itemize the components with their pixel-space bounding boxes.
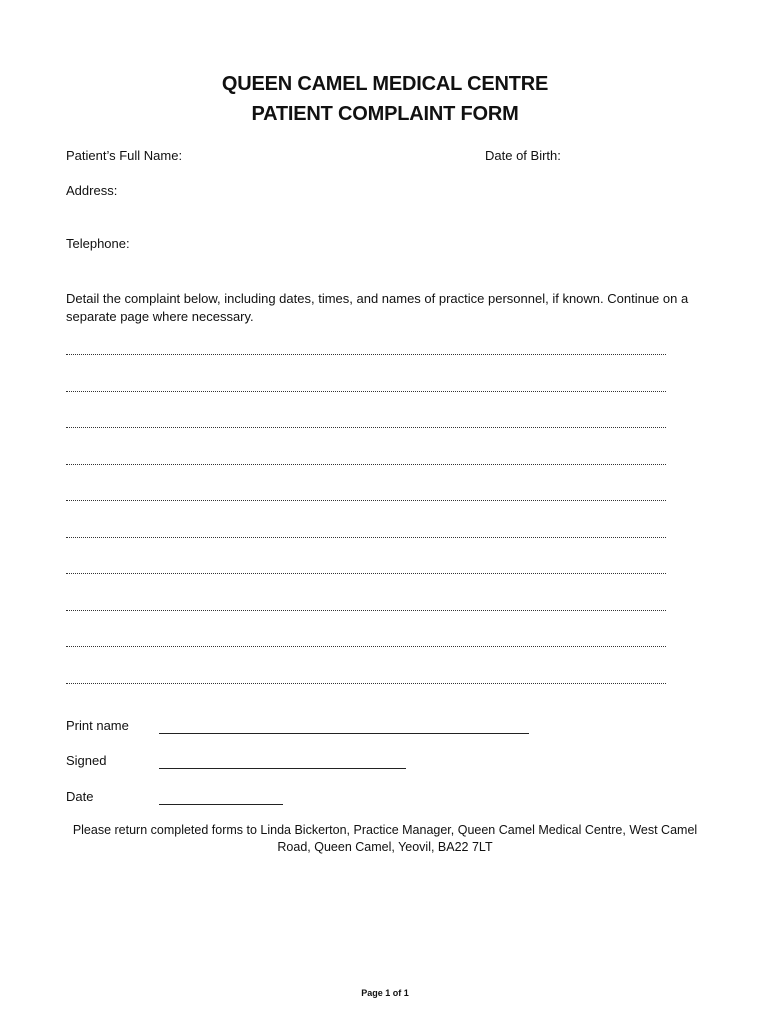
complaint-line[interactable]: [66, 636, 666, 647]
complaint-line[interactable]: [66, 673, 666, 684]
complaint-instructions: Detail the complaint below, including dates, times, and names of practice personnel, if known. Continue on a separate page where necessary.: [66, 291, 689, 324]
address-label: Address:: [66, 183, 118, 198]
form-title-line-2: PATIENT COMPLAINT FORM: [251, 103, 519, 125]
date-of-birth-label: Date of Birth:: [485, 148, 561, 163]
full-name-label: Patient’s Full Name:: [66, 148, 183, 163]
complaint-line[interactable]: [66, 417, 666, 428]
complaint-line[interactable]: [66, 527, 666, 538]
complaint-line[interactable]: [66, 490, 666, 501]
return-instructions: Please return completed forms to Linda Bickerton, Practice Manager, Queen Camel Medical Centre, West Camel Road, Queen Camel, Yeovil, BA22 7LT: [72, 823, 698, 854]
print-name-label: Print name: [66, 718, 129, 733]
telephone-label: Telephone:: [66, 236, 130, 251]
page-number: Page 1 of 1: [361, 988, 409, 998]
complaint-line[interactable]: [66, 344, 666, 355]
complaint-line[interactable]: [66, 563, 666, 574]
date-line[interactable]: [159, 804, 283, 805]
complaint-writing-area[interactable]: [66, 344, 666, 709]
signed-label: Signed: [66, 753, 107, 768]
date-label: Date: [66, 789, 94, 804]
complaint-line[interactable]: [66, 600, 666, 611]
form-title-line-1: QUEEN CAMEL MEDICAL CENTRE: [221, 73, 549, 95]
signature-line[interactable]: [159, 768, 406, 769]
complaint-line[interactable]: [66, 381, 666, 392]
print-name-line[interactable]: [159, 733, 529, 734]
complaint-line[interactable]: [66, 454, 666, 465]
